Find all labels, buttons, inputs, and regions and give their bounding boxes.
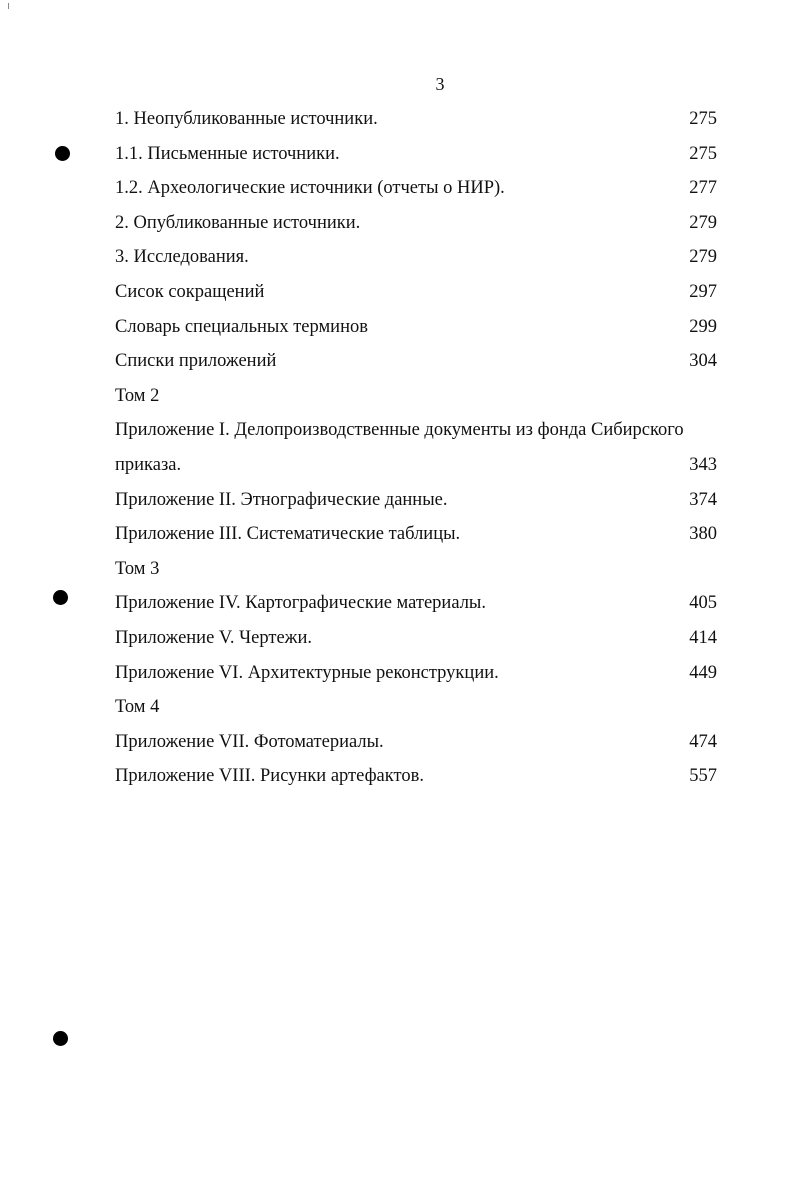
toc-entry <box>115 586 717 621</box>
toc-entry <box>115 656 717 691</box>
toc-entry <box>115 413 717 448</box>
toc-entry-label: Приложение III. Систематические таблицы. <box>115 524 461 545</box>
toc-entry <box>115 137 717 172</box>
toc-entry-page: 405 <box>689 593 717 614</box>
binding-hole-mark <box>53 1031 68 1046</box>
toc-entry-label: Сисок сокращений <box>115 281 265 302</box>
toc-entry-label: приказа. <box>115 454 182 475</box>
toc-entry-label: 1.1. Письменные источники. <box>115 143 340 164</box>
toc-entry <box>115 344 717 379</box>
toc-entry-page: 279 <box>689 247 717 268</box>
toc-entry-label: Том 4 <box>115 697 160 718</box>
toc-entry-page: 299 <box>689 316 717 337</box>
toc-entry <box>115 240 717 275</box>
toc-entry-label: 2. Опубликованные источники. <box>115 212 361 233</box>
toc-entry-page: 343 <box>689 454 717 475</box>
toc-entry-label: Приложение V. Чертежи. <box>115 627 312 648</box>
toc-entry-label: Приложение IV. Картографические материалы. <box>115 593 486 614</box>
toc-entry <box>115 725 717 760</box>
toc-entry <box>115 483 717 518</box>
toc-entry <box>115 517 717 552</box>
toc-entry-label: 1.2. Археологические источники (отчеты о НИР). <box>115 178 505 199</box>
toc-entry-label: Том 3 <box>115 558 160 579</box>
toc-volume-heading <box>115 379 717 414</box>
toc-entry-page: 277 <box>689 178 717 199</box>
toc-entry-page: 297 <box>689 281 717 302</box>
toc-entry-page: 414 <box>689 627 717 648</box>
toc-entry-label: Том 2 <box>115 385 160 406</box>
toc-entry-label: Приложение VII. Фотоматериалы. <box>115 731 384 752</box>
toc-entry <box>115 102 717 137</box>
toc-entry-label: 1. Неопубликованные источники. <box>115 109 378 129</box>
scan-speck <box>8 3 9 9</box>
toc-entry-label: Списки приложений <box>115 351 277 372</box>
toc-entry-page: 275 <box>689 143 717 164</box>
table-of-contents <box>115 102 717 794</box>
toc-entry-label: Приложение VI. Архитектурные реконструкции. <box>115 662 499 683</box>
toc-entry-label: Приложение II. Этнографические данные. <box>115 489 448 510</box>
toc-entry-page: 279 <box>689 212 717 233</box>
toc-entry-label: Приложение VIII. Рисунки артефактов. <box>115 766 424 787</box>
toc-entry-label: Приложение I. Делопроизводственные документы из фонда Сибирского <box>115 420 684 441</box>
toc-entry <box>115 759 717 794</box>
binding-hole-mark <box>55 146 70 161</box>
page-number: 3 <box>435 74 445 94</box>
toc-entry-page: 304 <box>689 351 717 372</box>
toc-volume-heading <box>115 552 717 587</box>
toc-entry-page: 374 <box>689 489 717 510</box>
toc-entry-label: 3. Исследования. <box>115 247 249 268</box>
toc-entry <box>115 621 717 656</box>
toc-volume-heading <box>115 690 717 725</box>
toc-entry <box>115 171 717 206</box>
toc-entry <box>115 206 717 241</box>
toc-entry <box>115 310 717 345</box>
toc-entry-label: Словарь специальных терминов <box>115 316 368 337</box>
toc-entry-page: 380 <box>689 524 717 545</box>
toc-entry-page: 557 <box>689 766 717 787</box>
toc-entry-continuation <box>115 448 717 483</box>
toc-entry-page: 449 <box>689 662 717 683</box>
toc-entry-page: 474 <box>689 731 717 752</box>
binding-hole-mark <box>53 590 68 605</box>
toc-entry <box>115 275 717 310</box>
toc-entry-page: 275 <box>689 109 717 129</box>
